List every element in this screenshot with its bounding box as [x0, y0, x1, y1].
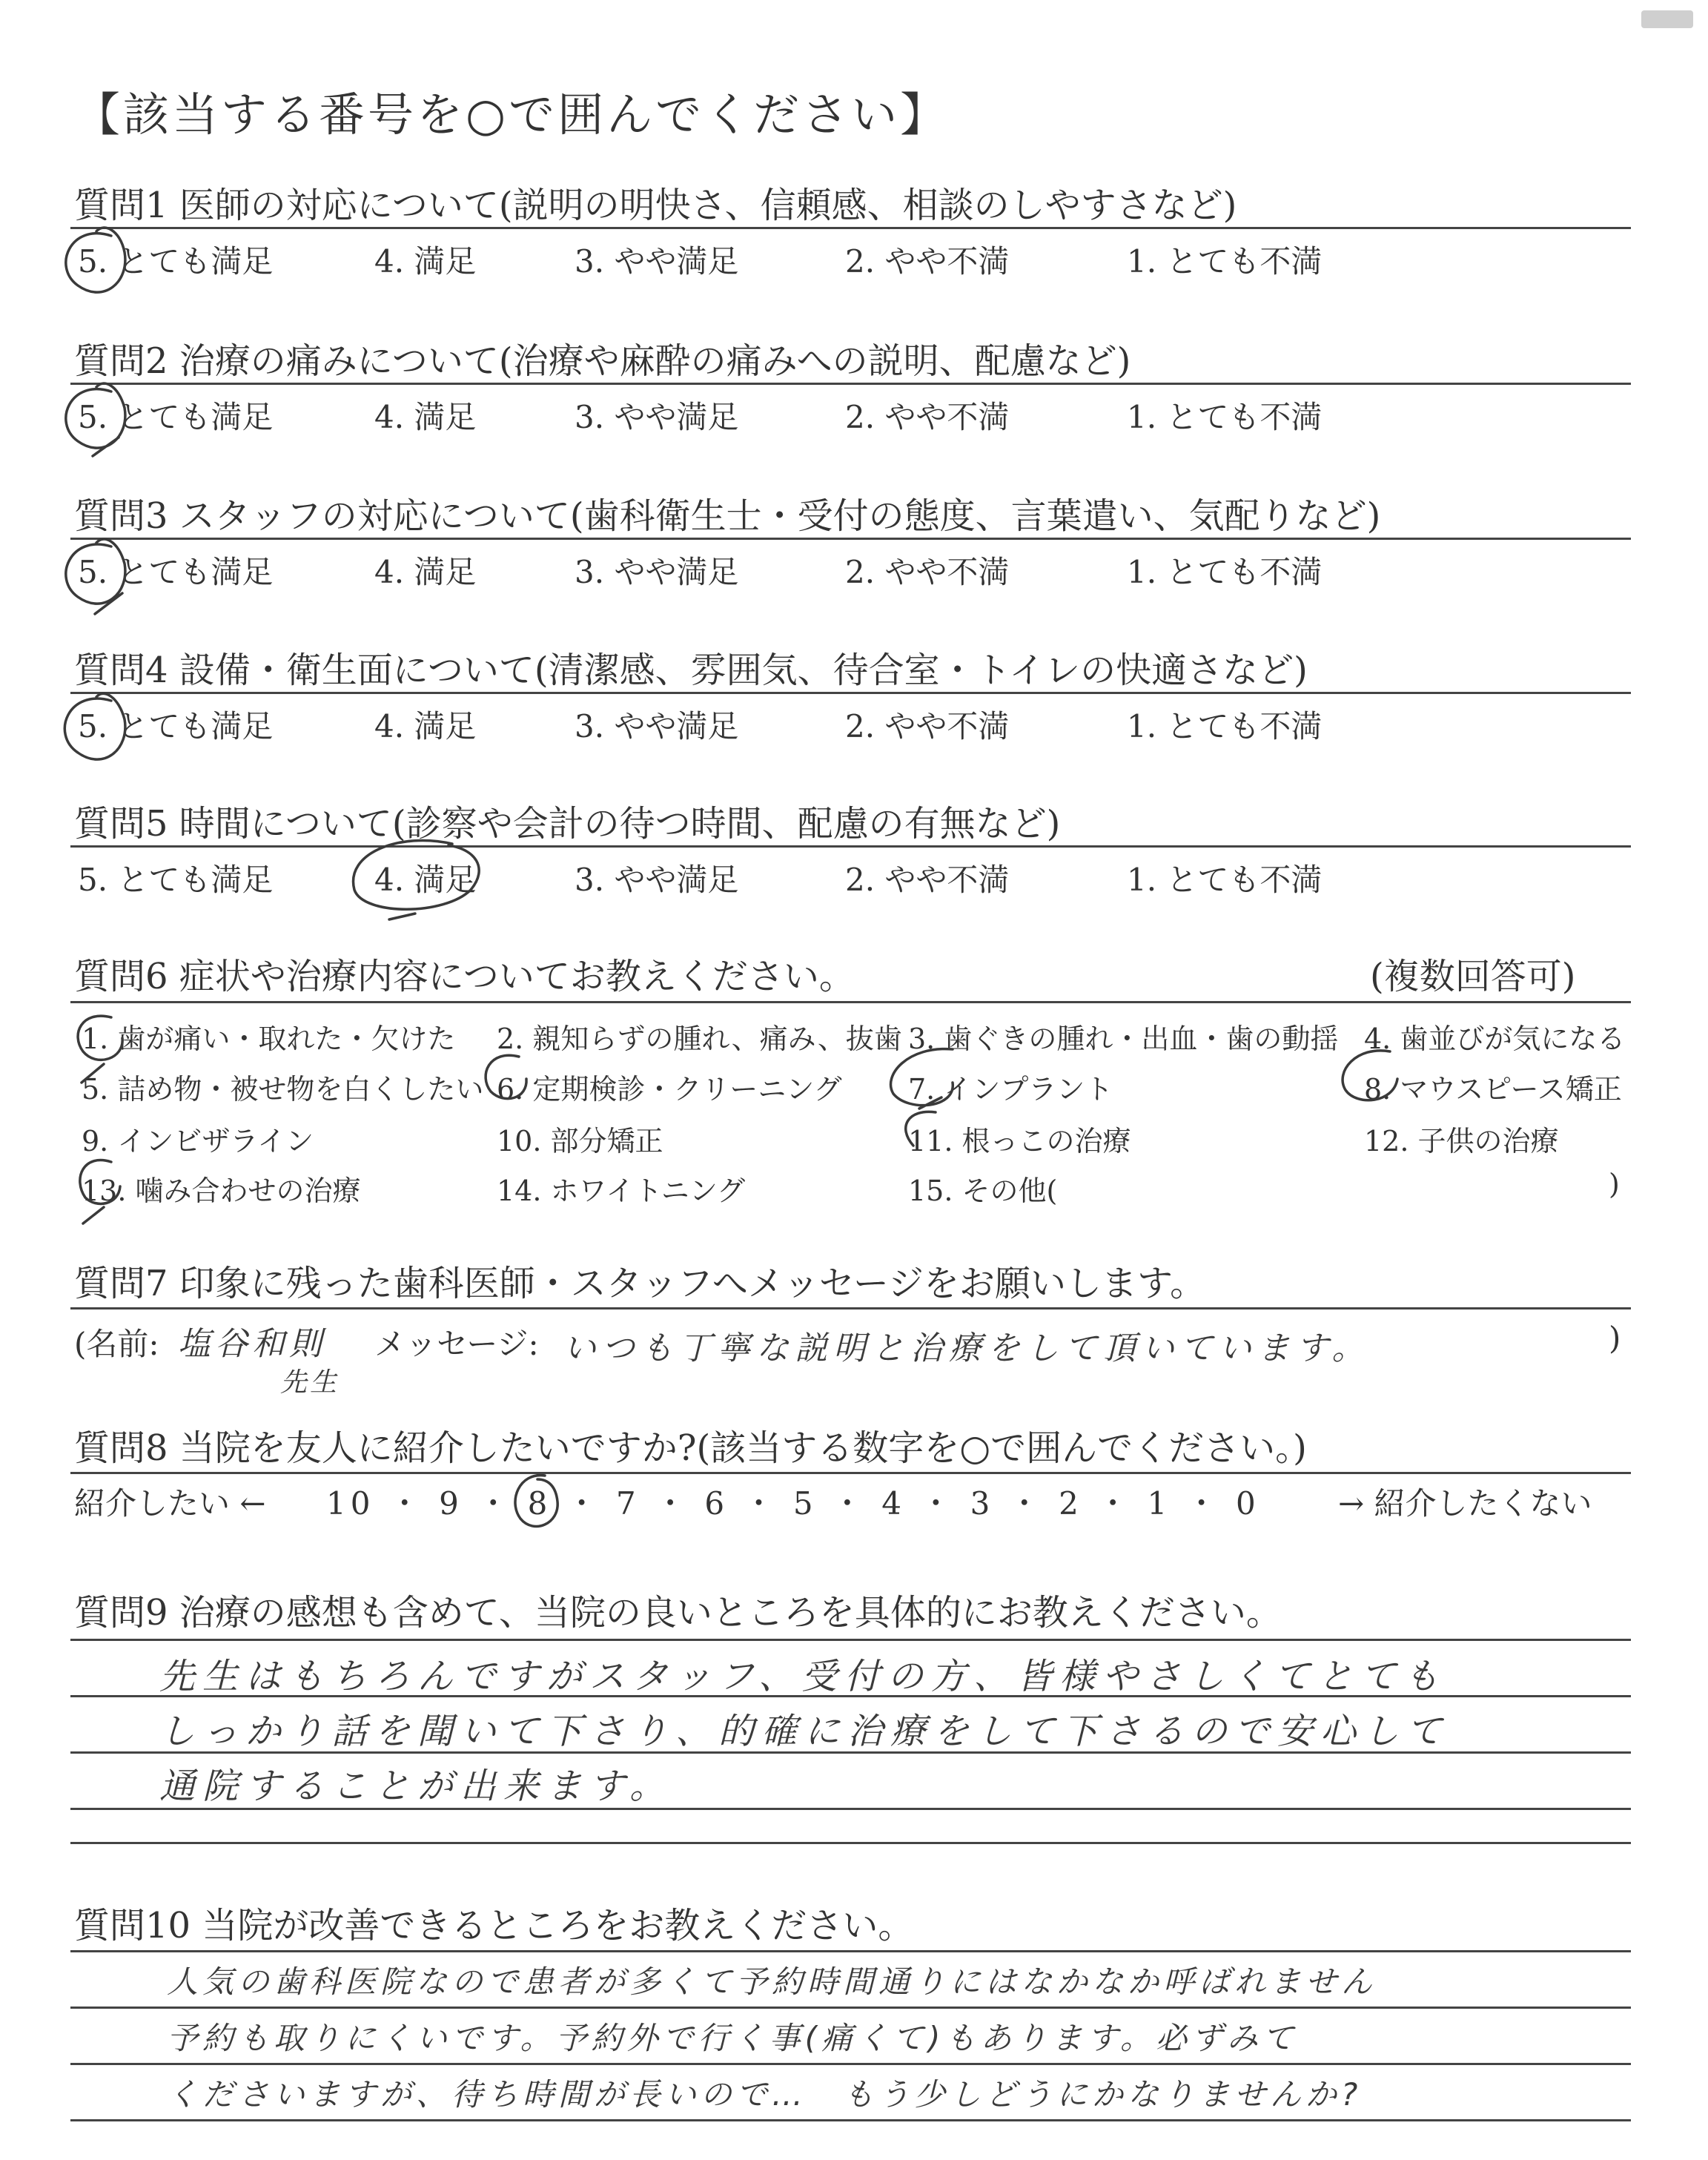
q4-option-5[interactable]: 5. とても満足	[78, 708, 274, 744]
q6-item-7[interactable]: 7. インプラント	[908, 1073, 1113, 1106]
q10-title: 質問10 当院が改善できるところをお教えください。	[74, 1905, 914, 1946]
q5-rule	[70, 845, 1631, 848]
q10-answer-line-3: くださいますが、待ち時間が長いので… もう少しどうにかなりませんか?	[167, 2076, 1363, 2113]
q6-item-10[interactable]: 10. 部分矯正	[497, 1125, 663, 1157]
q5-option-4[interactable]: 4. 満足	[374, 862, 477, 898]
q6-title: 質問6 症状や治療内容についてお教えください。	[74, 956, 855, 997]
q10-rule-2	[70, 2063, 1631, 2065]
q4-option-1[interactable]: 1. とても不満	[1127, 708, 1323, 744]
q3-title: 質問3 スタッフの対応について(歯科衛生士・受付の態度、言葉遣い、気配りなど)	[74, 495, 1381, 537]
q3-option-4[interactable]: 4. 満足	[374, 554, 477, 590]
q1-title: 質問1 医師の対応について(説明の明快さ、信頼感、相談のしやすさなど)	[74, 185, 1237, 226]
q9-rule-4	[70, 1842, 1631, 1844]
q5-option-1[interactable]: 1. とても不満	[1127, 862, 1323, 898]
page-header: 【該当する番号を○で囲んでください】	[74, 87, 950, 142]
q3-option-3[interactable]: 3. やや満足	[575, 554, 739, 590]
q8-rule	[70, 1472, 1631, 1474]
corner-stamp-mark	[1641, 10, 1693, 28]
q5-option-2[interactable]: 2. やや不満	[845, 862, 1010, 898]
q8-right-label: → 紹介したくない	[1338, 1485, 1592, 1522]
q4-title: 質問4 設備・衛生面について(清潔感、雰囲気、待合室・トイレの快適さなど)	[74, 650, 1308, 691]
q7-title: 質問7 印象に残った歯科医師・スタッフへメッセージをお願いします。	[74, 1263, 1206, 1304]
q1-rule	[70, 227, 1631, 229]
q6-other-close-paren: )	[1609, 1168, 1620, 1200]
q2-option-2[interactable]: 2. やや不満	[845, 399, 1010, 435]
q1-option-4[interactable]: 4. 満足	[374, 243, 477, 280]
q7-name-label: (名前:	[74, 1326, 159, 1362]
q3-option-1[interactable]: 1. とても不満	[1127, 554, 1323, 590]
q2-option-1[interactable]: 1. とても不満	[1127, 399, 1323, 435]
q10-rule-1	[70, 2007, 1631, 2009]
q7-rule	[70, 1307, 1631, 1309]
q6-item-2[interactable]: 2. 親知らずの腫れ、痛み、抜歯	[497, 1023, 902, 1055]
q9-rule-0	[70, 1639, 1631, 1641]
q6-item-14[interactable]: 14. ホワイトニング	[497, 1175, 746, 1207]
q1-option-1[interactable]: 1. とても不満	[1127, 243, 1323, 280]
q6-item-11[interactable]: 11. 根っこの治療	[908, 1125, 1131, 1157]
q4-option-2[interactable]: 2. やや不満	[845, 708, 1010, 744]
q7-message-label: メッセージ:	[374, 1326, 539, 1362]
q8-scale: 10 ・ 9 ・ 8 ・ 7 ・ 6 ・ 5 ・ 4 ・ 3 ・ 2 ・ 1 ・ 0	[326, 1485, 1260, 1522]
q9-title: 質問9 治療の感想も含めて、当院の良いところを具体的にお教えください。	[74, 1592, 1282, 1634]
q3-option-2[interactable]: 2. やや不満	[845, 554, 1010, 590]
q10-rule-3	[70, 2119, 1631, 2121]
q10-answer-line-1: 人気の歯科医院なので患者が多くて予約時間通りにはなかなか呼ばれません	[167, 1964, 1377, 2000]
q8-left-label: 紹介したい ←	[74, 1485, 266, 1522]
q3-rule	[70, 538, 1631, 540]
q6-item-9[interactable]: 9. インビザライン	[82, 1125, 314, 1157]
q3-option-5[interactable]: 5. とても満足	[78, 554, 274, 590]
q9-answer-line-1: 先生はもちろんですがスタッフ、受付の方、皆様やさしくてとても	[159, 1656, 1447, 1697]
q6-item-6[interactable]: 6. 定期検診・クリーニング	[497, 1073, 842, 1106]
q2-option-5[interactable]: 5. とても満足	[78, 399, 274, 435]
q7-message-value: いつも丁寧な説明と治療をして頂いています。	[563, 1330, 1371, 1367]
q9-answer-line-2: しっかり話を聞いて下さり、的確に治療をして下さるので安心して	[159, 1711, 1450, 1752]
q1-option-3[interactable]: 3. やや満足	[575, 243, 739, 280]
q6-note: (複数回答可)	[1370, 956, 1576, 997]
q6-item-3[interactable]: 3. 歯ぐきの腫れ・出血・歯の動揺	[908, 1023, 1339, 1055]
q2-option-4[interactable]: 4. 満足	[374, 399, 477, 435]
q10-rule-0	[70, 1950, 1631, 1952]
q6-item-15[interactable]: 15. その他(	[908, 1175, 1058, 1207]
q5-title: 質問5 時間について(診察や会計の待つ時間、配慮の有無など)	[74, 803, 1061, 845]
q9-answer-line-3: 通院することが出来ます。	[159, 1766, 673, 1807]
q1-option-2[interactable]: 2. やや不満	[845, 243, 1010, 280]
q1-option-5[interactable]: 5. とても満足	[78, 243, 274, 280]
q2-title: 質問2 治療の痛みについて(治療や麻酔の痛みへの説明、配慮など)	[74, 340, 1131, 382]
q6-item-5[interactable]: 5. 詰め物・被せ物を白くしたい	[82, 1073, 484, 1106]
q7-name-suffix: 先生	[280, 1367, 340, 1398]
q6-item-1[interactable]: 1. 歯が痛い・取れた・欠けた	[82, 1023, 456, 1055]
q8-title: 質問8 当院を友人に紹介したいですか?(該当する数字を○で囲んでください。)	[74, 1427, 1307, 1469]
q7-name-value: 塩谷和則	[178, 1325, 326, 1363]
q4-option-3[interactable]: 3. やや満足	[575, 708, 739, 744]
q2-option-3[interactable]: 3. やや満足	[575, 399, 739, 435]
q6-item-4[interactable]: 4. 歯並びが気になる	[1364, 1023, 1626, 1055]
q6-item-8[interactable]: 8. マウスピース矯正	[1364, 1073, 1622, 1106]
q6-rule	[70, 1001, 1631, 1003]
q6-item-12[interactable]: 12. 子供の治療	[1364, 1125, 1559, 1157]
q6-item-13[interactable]: 13. 噛み合わせの治療	[82, 1175, 361, 1207]
q10-answer-line-2: 予約も取りにくいです。予約外で行く事(痛くて)もあります。必ずみて	[167, 2020, 1299, 2056]
q4-option-4[interactable]: 4. 満足	[374, 708, 477, 744]
q2-rule	[70, 383, 1631, 385]
q4-rule	[70, 692, 1631, 694]
q5-option-5[interactable]: 5. とても満足	[78, 862, 274, 898]
q5-option-3[interactable]: 3. やや満足	[575, 862, 739, 898]
q7-close-paren: )	[1609, 1320, 1621, 1356]
